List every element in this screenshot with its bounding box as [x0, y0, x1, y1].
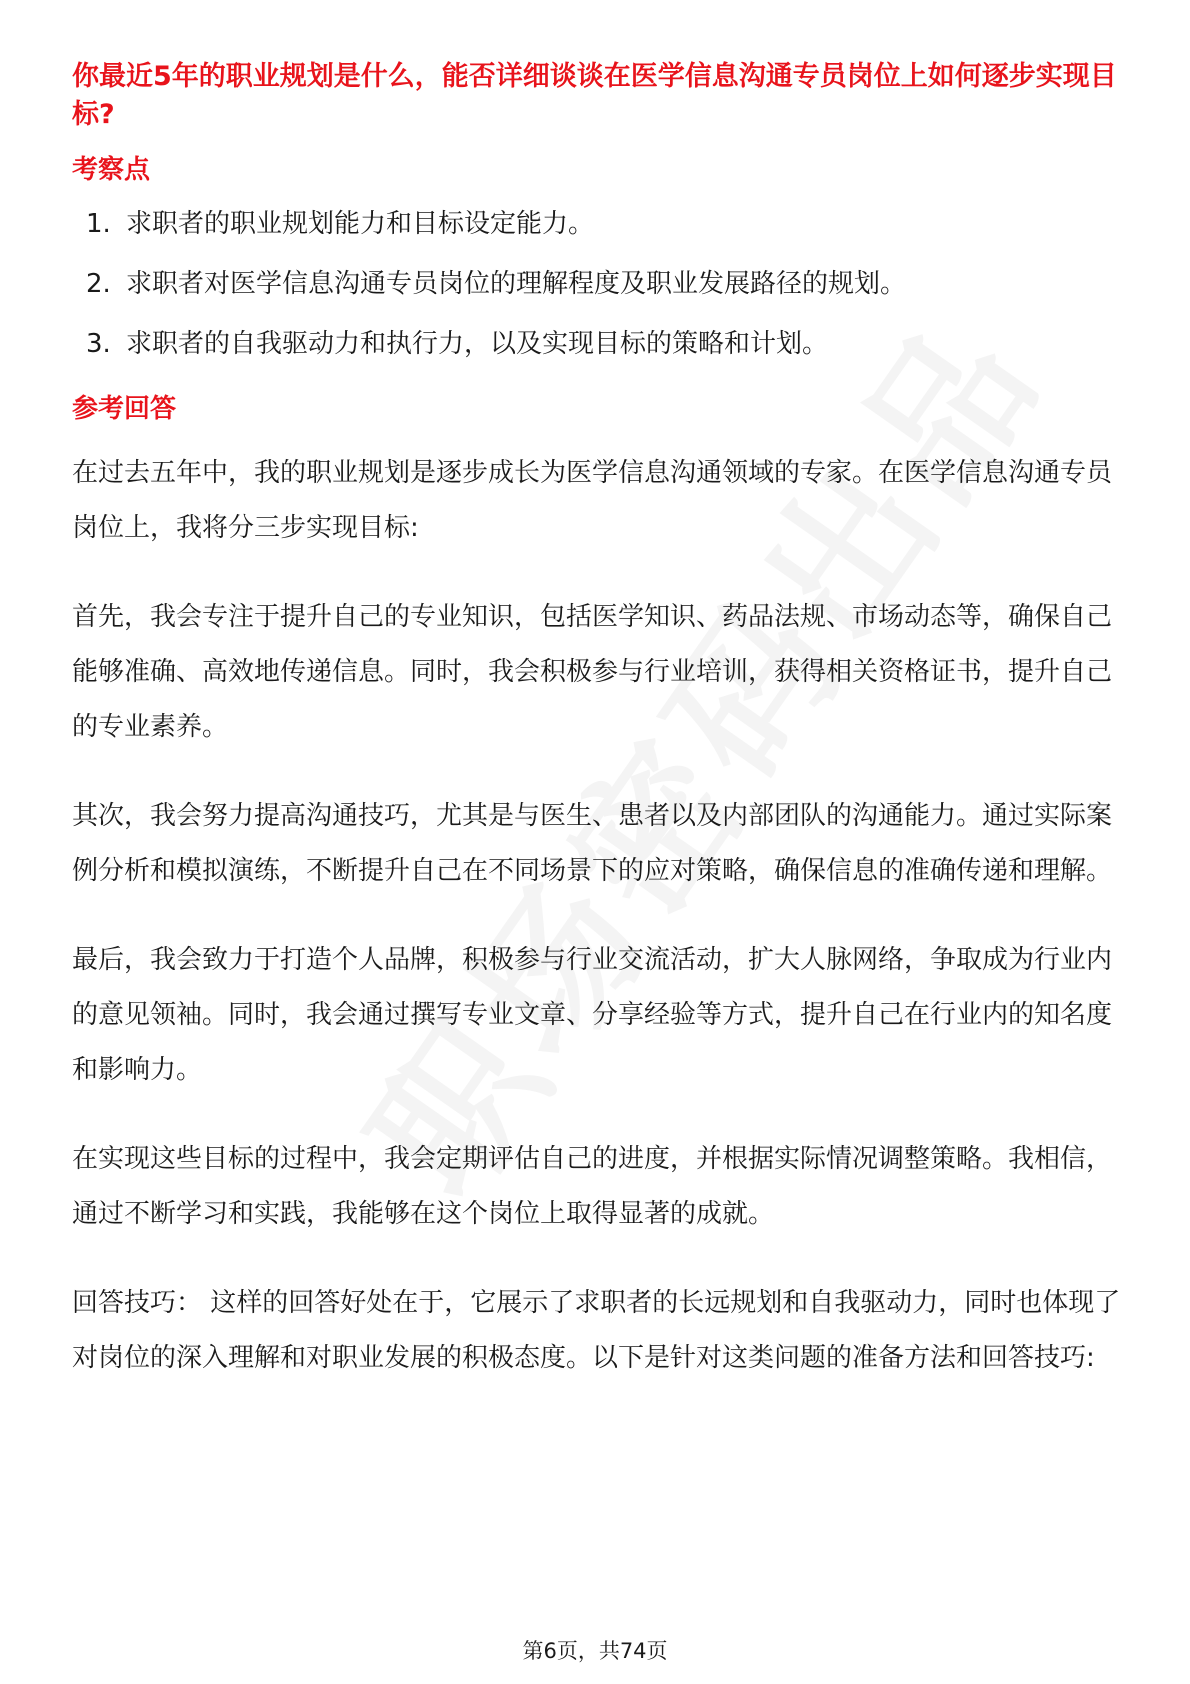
list-item: 1. 求职者的职业规划能力和目标设定能力。 [86, 209, 595, 239]
focus-section-title: 考察点 [72, 155, 151, 185]
answer-paragraph: 在实现这些目标的过程中，我会定期评估自己的进度，并根据实际情况调整策略。我相信，通过不断学习和实践，我能够在这个岗位上取得显著的成就。 [72, 1144, 1113, 1229]
answer-paragraph: 在过去五年中，我的职业规划是逐步成长为医学信息沟通领域的专家。在医学信息沟通专员岗位上，我将分三步实现目标: [72, 458, 1113, 543]
list-item: 3. 求职者的自我驱动力和执行力，以及实现目标的策略和计划。 [86, 329, 829, 359]
answer-paragraph: 其次，我会努力提高沟通技巧，尤其是与医生、患者以及内部团队的沟通能力。通过实际案例分析和模拟演练，不断提升自己在不同场景下的应对策略，确保信息的准确传递和理解。 [72, 801, 1113, 886]
answer-paragraph: 最后，我会致力于打造个人品牌，积极参与行业交流活动，扩大人脉网络，争取成为行业内的意见领袖。同时，我会通过撰写专业文章、分享经验等方式，提升自己在行业内的知名度和影响力。 [72, 945, 1113, 1085]
page-number: 第6页，共74页 [522, 1639, 668, 1663]
answer-paragraph: 首先，我会专注于提升自己的专业知识，包括医学知识、药品法规、市场动态等，确保自己能够准确、高效地传递信息。同时，我会积极参与行业培训，获得相关资格证书，提升自己的专业素养。 [72, 602, 1113, 742]
answer-tips-paragraph: 回答技巧： 这样的回答好处在于，它展示了求职者的长远规划和自我驱动力，同时也体现了对岗位的深入理解和对职业发展的积极态度。以下是针对这类问题的准备方法和回答技巧: [72, 1288, 1121, 1373]
answer-section-title: 参考回答 [72, 394, 177, 424]
list-item: 2. 求职者对医学信息沟通专员岗位的理解程度及职业发展路径的规划。 [86, 269, 907, 299]
question-title: 你最近5年的职业规划是什么，能否详细谈谈在医学信息沟通专员岗位上如何逐步实现目标? [72, 61, 1117, 130]
document-page [72, 58, 1122, 1386]
focus-list [72, 204, 1122, 364]
